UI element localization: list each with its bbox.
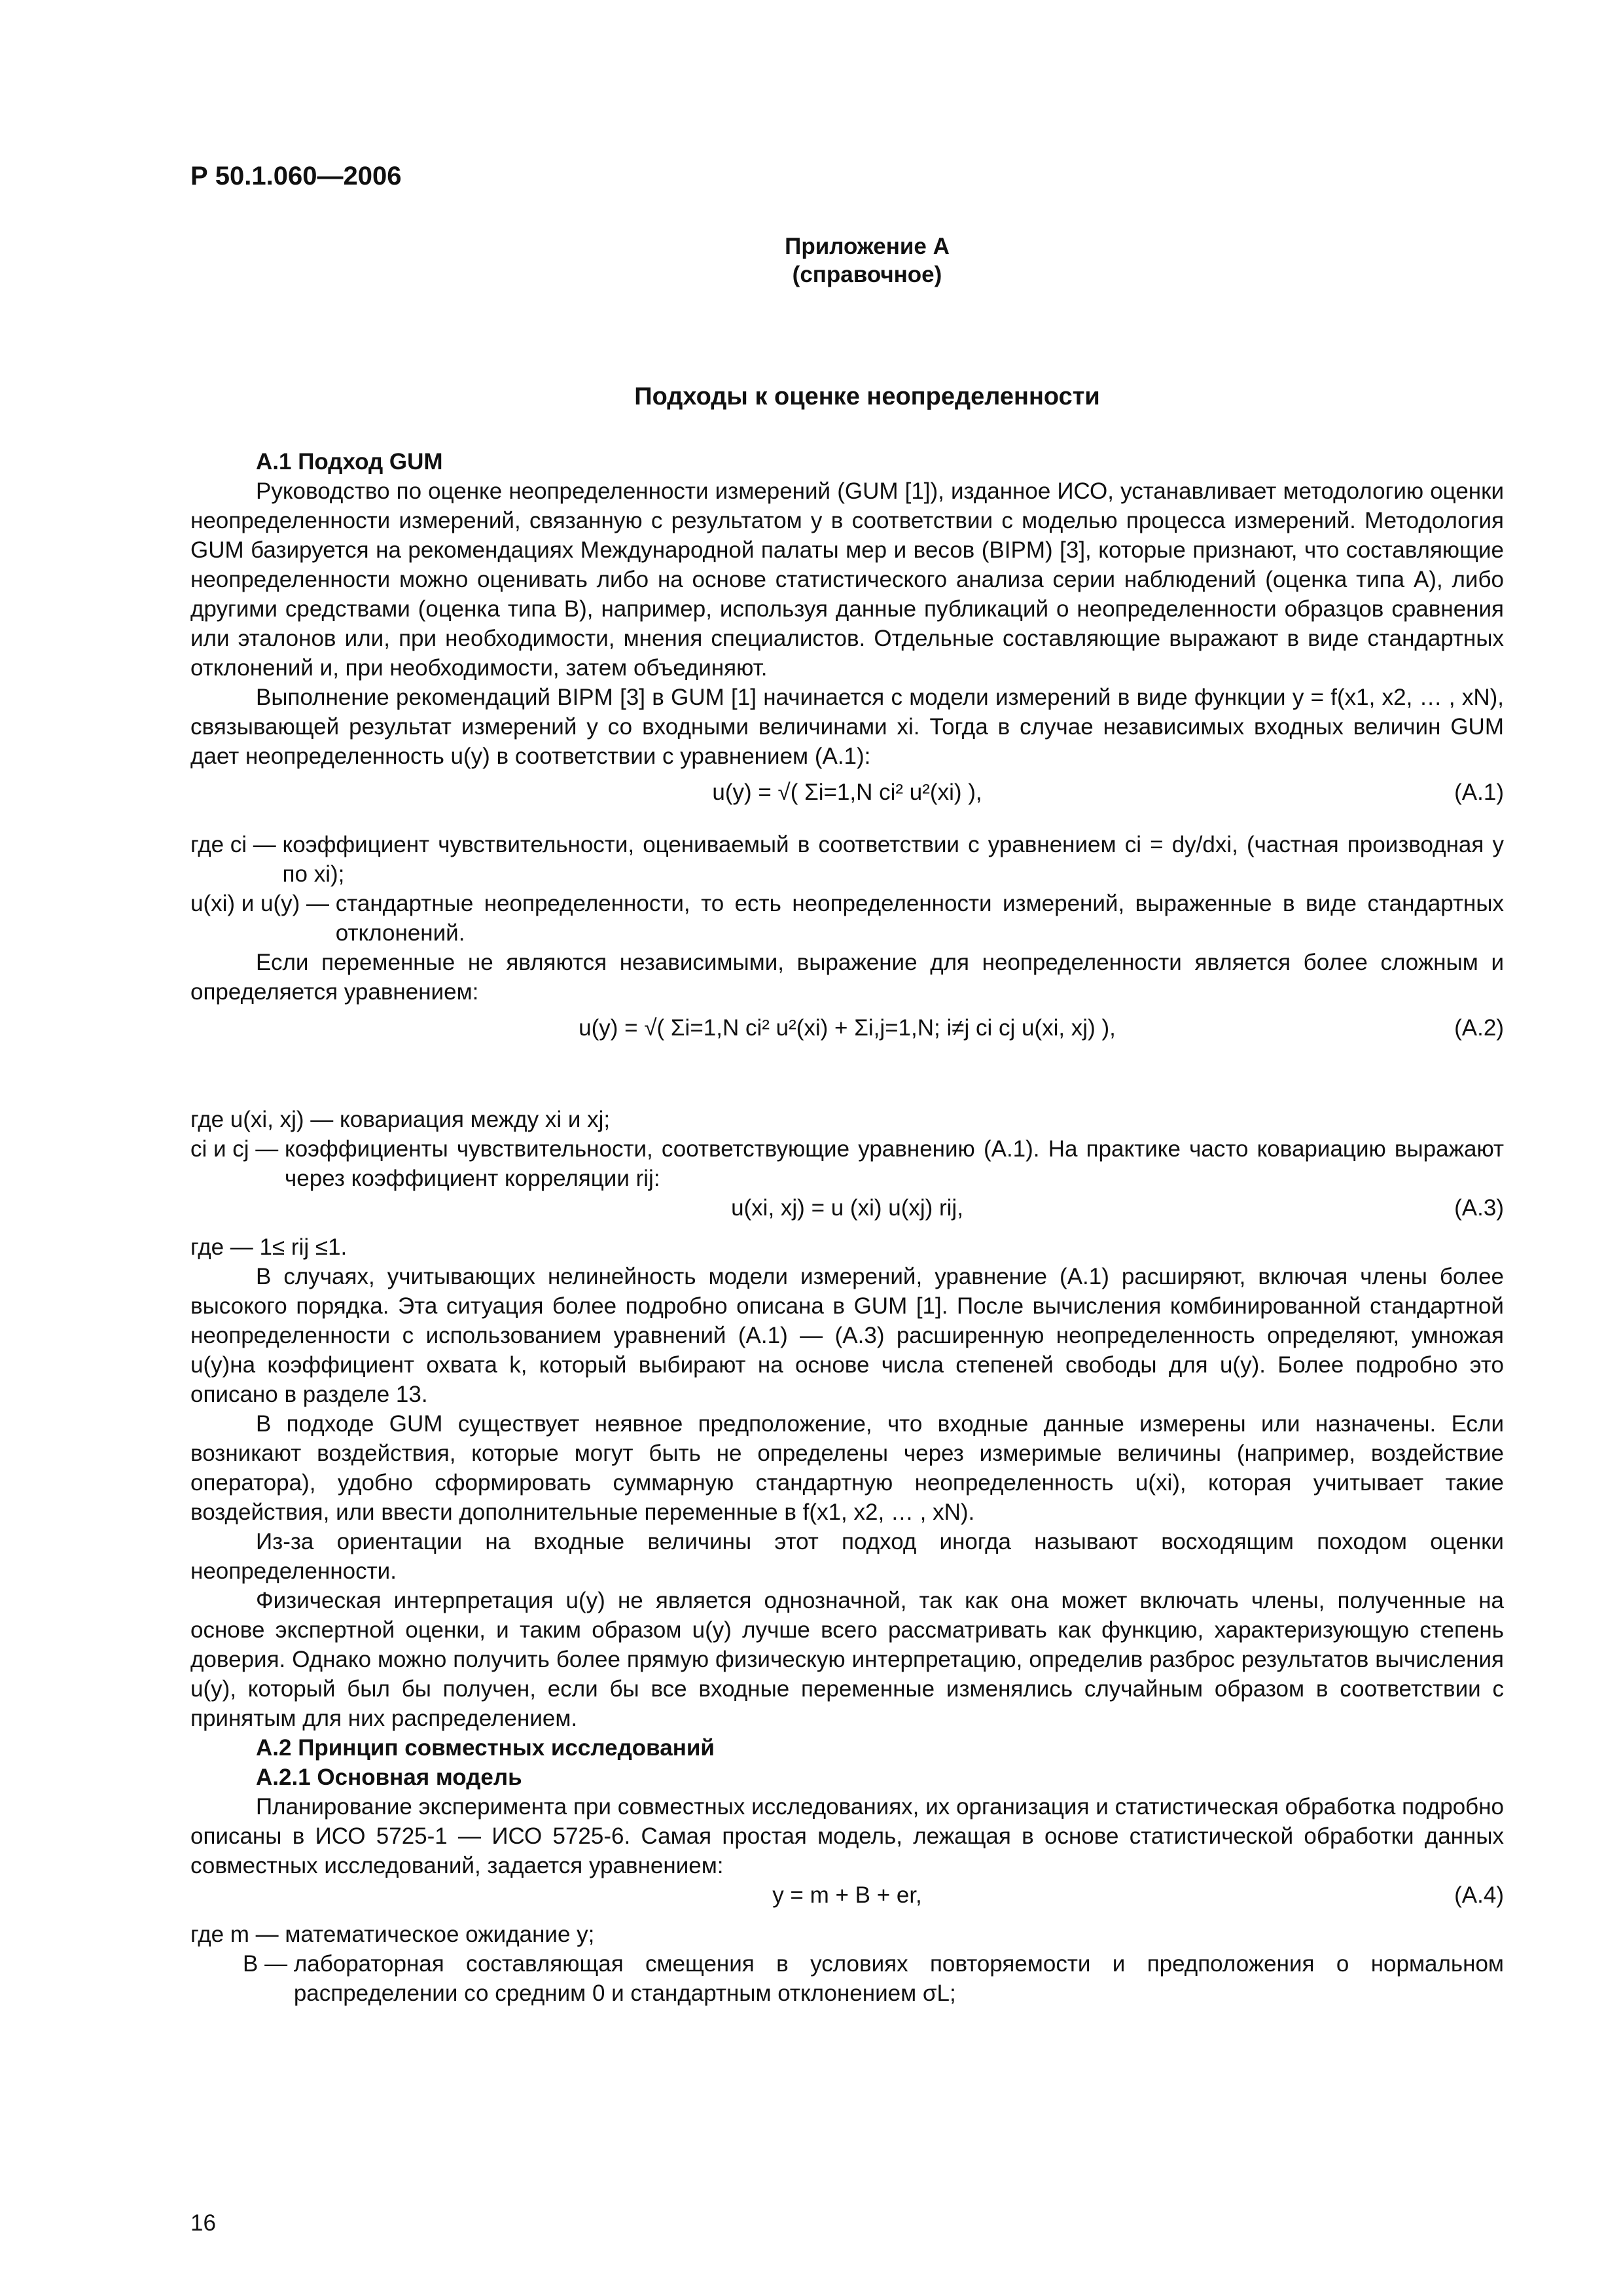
definition-label: где ci — [190, 832, 276, 857]
equation-a4 [190, 1880, 1504, 1920]
equation-number-a2: (А.2) [1454, 1015, 1504, 1041]
equation-number-a1: (А.1) [1454, 780, 1504, 805]
paragraph-a1-1: Руководство по оценке неопределенности измерений (GUM [1]), изданное ИСО, устанавливает методологию оценки неопределенности измерений, связанную с результатом y в соответствии с моделью процесса измерений. Методология GUM базируется на рекомендациях Международной палаты мер и весов (BIPM) [3], которые признают, что составляющие неопределенности можно оценивать либо на основе статистического анализа серии наблюдений (оценка типа А), либо другими средствами (оценка типа В), например, используя данные публикаций о неопределенности образцов сравнения или эталонов или, при необходимости, мнения специалистов. Отдельные составляющие выражают в виде стандартных отклонений и, при необходимости, затем объединяют. [190, 478, 1504, 681]
document-code: Р 50.1.060—2006 [190, 162, 402, 190]
definition-text: лабораторная составляющая смещения в условиях повторяемости и предположения о нормальном распределении со средним 0 и стандартным отклонением σL; [293, 1951, 1504, 2006]
definition-label: B — [243, 1951, 288, 1977]
definition-sensitivity [190, 1134, 1504, 1193]
paragraph-a1-7: Физическая интерпретация u(y) не является однозначной, так как она может включать члены, полученные на основе экспертной оценки, и таким образом u(y) лучше всего рассматривать как функцию, характеризующую степень доверия. Однако можно получить более прямую физическую интерпретацию, определив разброс результатов вычисления u(y), который был бы получен, если бы все входные переменные изменялись случайным образом в соответствии с принятым для них распределением. [190, 1588, 1504, 1731]
heading-a2-1: А.2.1 Основная модель [256, 1765, 522, 1790]
paragraph-a1-2: Выполнение рекомендаций BIPM [3] в GUM [1] начинается с модели измерений в виде функции y = f(x1, x2, … , xN), связывающей результат измерений y со входными величинами xi. Тогда в случае независимых входных величин GUM дает неопределенность u(y) в соответствии с уравнением (А.1): [190, 685, 1504, 769]
paragraph-a1-6: Из-за ориентации на входные величины этот подход иногда называют восходящим походом оценки неопределенности. [190, 1529, 1504, 1584]
definition-correlation: где — 1≤ rij ≤1. [190, 1234, 348, 1260]
equation-a1 [190, 771, 1504, 830]
definition-text: коэффициенты чувствительности, соответствующие уравнению (А.1). На практике часто ковариацию выражают через коэффициент корреляции rij: [285, 1136, 1504, 1191]
definition-ci [190, 830, 1504, 889]
definition-text: ковариация между xi и xj; [340, 1107, 611, 1132]
formula-a2: u(y) = √( Σi=1,N ci² u²(xi) + Σi,j=1,N; i≠j ci cj u(xi, xj) ), [579, 1015, 1116, 1041]
definition-text: стандартные неопределенности, то есть неопределенности измерений, выраженные в виде стандартных отклонений. [335, 891, 1504, 946]
definition-m [190, 1920, 1504, 1949]
paragraph-a1-5: В подходе GUM существует неявное предположение, что входные данные измерены или назначены. Если возникают воздействия, которые могут быть не определены через измеримые величины (например, воздействие оператора), удобно сформировать суммарную стандартную неопределенность u(xi), которая учитывает такие воздействия, или ввести дополнительные переменные в f(x1, x2, … , xN). [190, 1411, 1504, 1525]
paragraph-a2-1: Планирование эксперимента при совместных исследованиях, их организация и статистическая обработка подробно описаны в ИСО 5725-1 — ИСО 5725-6. Самая простая модель, лежащая в основе статистической обработки данных совместных исследований, задается уравнением: [190, 1794, 1504, 1878]
heading-a2: А.2 Принцип совместных исследований [256, 1735, 715, 1761]
definition-label: где u(xi, xj) — [190, 1107, 334, 1132]
annex-title: Приложение А [785, 234, 950, 259]
definition-covariance [190, 1105, 1504, 1134]
formula-a3: u(xi, xj) = u (xi) u(xj) rij, [731, 1195, 963, 1221]
equation-a3 [190, 1193, 1504, 1232]
equation-number-a3: (А.3) [1454, 1195, 1504, 1221]
definition-text: коэффициент чувствительности, оцениваемый в соответствии с уравнением ci = dy/dxi, (частная производная y по xi); [282, 832, 1504, 887]
definition-u [190, 889, 1504, 948]
equation-a2 [190, 1007, 1504, 1105]
equation-number-a4: (А.4) [1454, 1882, 1504, 1908]
formula-a1: u(y) = √( Σi=1,N ci² u²(xi) ), [712, 780, 982, 805]
document-body [190, 447, 1504, 2008]
formula-a4: y = m + B + er, [772, 1882, 922, 1908]
annex-subtitle: (справочное) [792, 262, 942, 287]
paragraph-a1-4: В случаях, учитывающих нелинейность модели измерений, уравнение (А.1) расширяют, включая члены более высокого порядка. Эта ситуация более подробно описана в GUM [1]. После вычисления комбинированной стандартной неопределенности с использованием уравнений (А.1) — (А.3) расширенную неопределенность определяют, умножая u(y)на коэффициент охвата k, который выбирают на основе числа степеней свободы для u(y). Более подробно это описано в разделе 13. [190, 1264, 1504, 1407]
paragraph-a1-3: Если переменные не являются независимыми, выражение для неопределенности является более сложным и определяется уравнением: [190, 950, 1504, 1005]
definition-label: u(xi) и u(y) — [190, 891, 330, 916]
definition-b [190, 1949, 1504, 2008]
definition-label: где m — [190, 1922, 279, 1947]
definition-label: ci и cj — [190, 1136, 279, 1162]
heading-a1: А.1 Подход GUM [256, 449, 443, 475]
section-title: Подходы к оценке неопределенности [634, 383, 1100, 410]
page-number: 16 [190, 2210, 216, 2236]
definition-text: математическое ожидание y; [285, 1922, 595, 1947]
